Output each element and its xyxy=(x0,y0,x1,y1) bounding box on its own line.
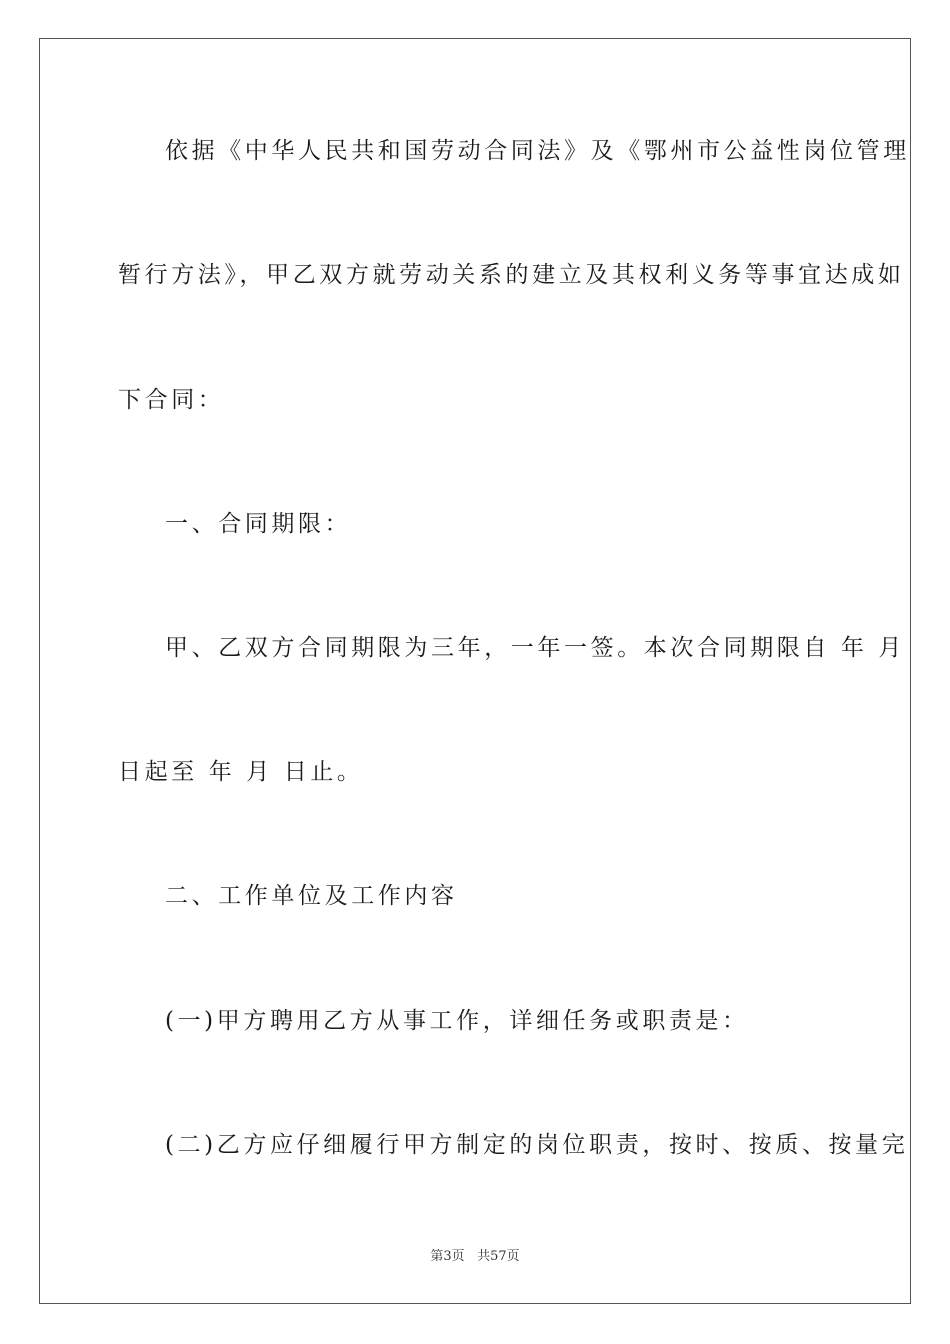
page-border xyxy=(39,38,911,1304)
paragraph-line-8: (一)甲方聘用乙方从事工作，详细任务或职责是： xyxy=(165,1008,749,1034)
page-footer xyxy=(0,1245,950,1264)
page-number: 第3页 xyxy=(430,1249,465,1264)
paragraph-line-9: (二)乙方应仔细履行甲方制定的岗位职责，按时、按质、按量完 xyxy=(165,1132,909,1158)
paragraph-line-5: 甲、乙双方合同期限为三年，一年一签。本次合同期限自 年 月 xyxy=(165,635,906,661)
section-heading-work-unit: 二、工作单位及工作内容 xyxy=(165,883,458,909)
section-heading-contract-term: 一、合同期限： xyxy=(165,511,352,537)
paragraph-line-6: 日起至 年 月 日止。 xyxy=(118,759,364,785)
paragraph-line-2: 暂行方法》，甲乙双方就劳动关系的建立及其权利义务等事宜达成如 xyxy=(118,262,905,288)
paragraph-line-3: 下合同： xyxy=(118,387,225,413)
paragraph-line-1: 依据《中华人民共和国劳动合同法》及《鄂州市公益性岗位管理 xyxy=(165,138,910,164)
page-total: 共57页 xyxy=(477,1249,520,1264)
